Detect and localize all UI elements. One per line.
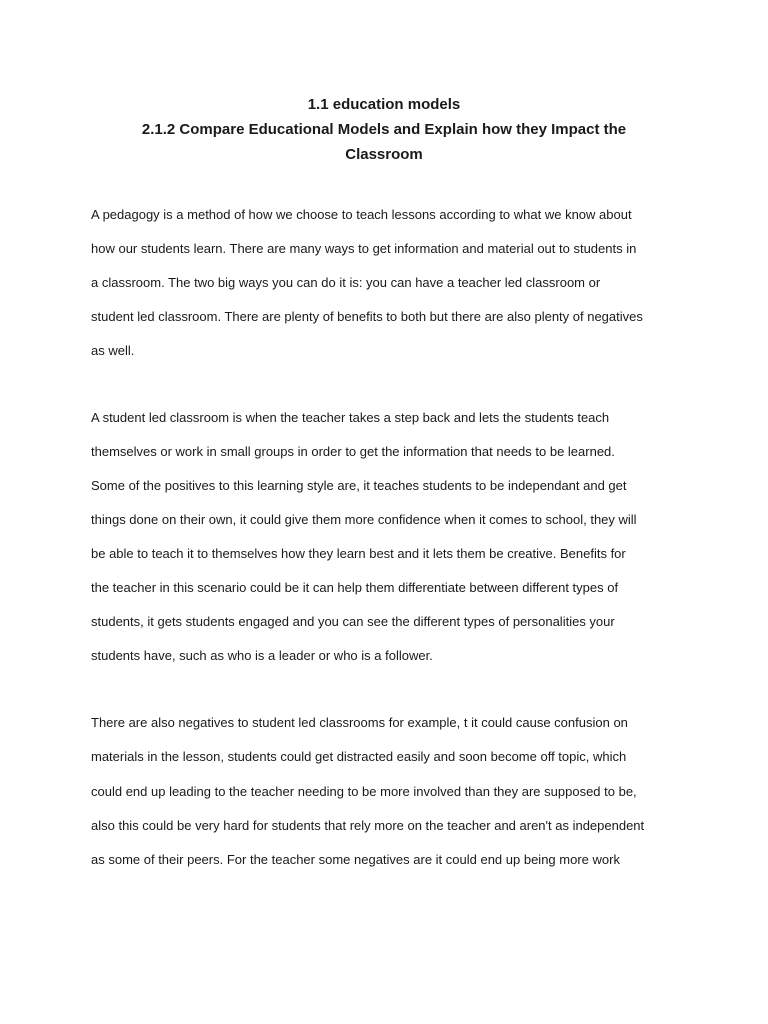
paragraph-2-line: be able to teach it to themselves how they learn best and it lets them be creative. Benefits for xyxy=(91,546,626,561)
paragraph-3-line: also this could be very hard for students that rely more on the teacher and aren't as independent xyxy=(91,818,645,833)
paragraph-3-line: There are also negatives to student led classrooms for example, t it could cause confusion on xyxy=(91,715,628,730)
paragraph-2-line: students have, such as who is a leader or who is a follower. xyxy=(91,648,433,663)
document-subtitle-line-1: 2.1.2 Compare Educational Models and Explain how they Impact the xyxy=(141,121,627,138)
document-subtitle-line-2: Classroom xyxy=(345,146,423,163)
paragraph-1-line: as well. xyxy=(91,343,135,358)
paragraph-2-line: themselves or work in small groups in order to get the information that needs to be learned. xyxy=(91,444,615,459)
paragraph-2-line: things done on their own, it could give them more confidence when it comes to school, they will xyxy=(91,512,637,527)
paragraph-3-line: as some of their peers. For the teacher some negatives are it could end up being more work xyxy=(91,852,620,867)
paragraph-2-line: students, it gets students engaged and you can see the different types of personalities your xyxy=(91,614,615,629)
paragraph-1-line: student led classroom. There are plenty of benefits to both but there are also plenty of negatives xyxy=(91,309,643,324)
paragraph-3-line: materials in the lesson, students could get distracted easily and soon become off topic, which xyxy=(91,749,627,764)
paragraph-1-line: a classroom. The two big ways you can do it is: you can have a teacher led classroom or xyxy=(91,275,601,290)
paragraph-1-line: how our students learn. There are many ways to get information and material out to students in xyxy=(91,241,637,256)
document-title: 1.1 education models xyxy=(307,96,461,113)
paragraph-1-line: A pedagogy is a method of how we choose to teach lessons according to what we know about xyxy=(91,207,632,222)
paragraph-2-line: the teacher in this scenario could be it can help them differentiate between different types of xyxy=(91,580,619,595)
paragraph-2-line: A student led classroom is when the teacher takes a step back and lets the students teach xyxy=(91,410,610,425)
paragraph-2-line: Some of the positives to this learning style are, it teaches students to be independant and get xyxy=(91,478,627,493)
paragraph-3-line: could end up leading to the teacher needing to be more involved than they are supposed to be, xyxy=(91,784,637,799)
